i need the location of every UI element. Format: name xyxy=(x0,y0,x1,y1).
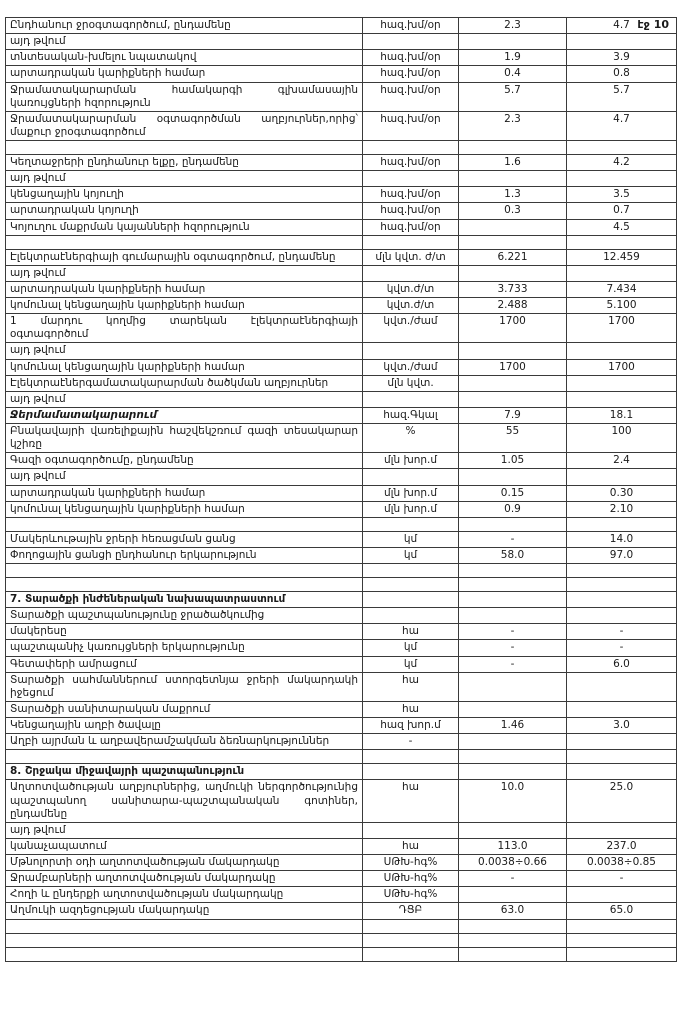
table-row xyxy=(6,249,677,265)
table-row xyxy=(6,359,677,375)
row-value-2 xyxy=(567,701,677,717)
row-value-2: 97.0 xyxy=(567,547,677,563)
row-value-1 xyxy=(459,517,567,531)
row-value-2: 4.7 xyxy=(567,18,677,34)
row-value-1: 58.0 xyxy=(459,547,567,563)
row-value-2 xyxy=(567,919,677,933)
row-unit xyxy=(363,764,459,780)
row-value-2 xyxy=(567,734,677,750)
row-label xyxy=(6,919,363,933)
row-label: Կեղտաջրերի ընդհանուր ելքը, ընդամենը xyxy=(6,155,363,171)
row-value-2: 25.0 xyxy=(567,780,677,822)
row-label: այդ թվում xyxy=(6,265,363,281)
row-value-1: - xyxy=(459,531,567,547)
row-value-2 xyxy=(567,672,677,701)
row-label: Ջրամբարների աղտոտվածության մակարդակը xyxy=(6,871,363,887)
row-value-2 xyxy=(567,141,677,155)
row-value-1 xyxy=(459,343,567,359)
row-unit xyxy=(363,933,459,947)
row-label xyxy=(6,750,363,764)
row-value-2 xyxy=(567,933,677,947)
table-row xyxy=(6,501,677,517)
subheader-row xyxy=(6,34,677,50)
table-row xyxy=(6,203,677,219)
row-value-1: 0.3 xyxy=(459,203,567,219)
row-label: տնտեսական-խմելու նպատակով xyxy=(6,50,363,66)
row-unit: ՍԹԽ-հգ% xyxy=(363,887,459,903)
table-row xyxy=(6,903,677,919)
row-label: արտադրական կոյուղի xyxy=(6,203,363,219)
blank-row xyxy=(6,564,677,578)
row-label: Կենցաղային աղբի ծավալը xyxy=(6,718,363,734)
row-value-2: 2.10 xyxy=(567,501,677,517)
row-value-1: 63.0 xyxy=(459,903,567,919)
row-value-1: 0.15 xyxy=(459,485,567,501)
row-unit xyxy=(363,391,459,407)
row-value-1: 2.3 xyxy=(459,111,567,140)
blank-row xyxy=(6,578,677,592)
blank-row xyxy=(6,933,677,947)
row-value-1: 5.7 xyxy=(459,82,567,111)
row-value-1: 1700 xyxy=(459,314,567,343)
blank-row xyxy=(6,919,677,933)
row-label: այդ թվում xyxy=(6,469,363,485)
row-unit xyxy=(363,517,459,531)
table-row xyxy=(6,624,677,640)
row-value-1 xyxy=(459,34,567,50)
blank-row xyxy=(6,517,677,531)
table-row xyxy=(6,281,677,297)
row-label: Բնակավայրի վառելիքային հաշվեկշռում գազի տեսակարար կշիռը xyxy=(6,424,363,453)
table-row xyxy=(6,871,677,887)
row-unit: հազ.խմ/օր xyxy=(363,82,459,111)
row-unit xyxy=(363,750,459,764)
table-row xyxy=(6,18,677,34)
table-row xyxy=(6,672,677,701)
blank-row xyxy=(6,235,677,249)
row-unit: % xyxy=(363,424,459,453)
row-unit: կմ xyxy=(363,547,459,563)
row-value-1: 3.733 xyxy=(459,281,567,297)
table-row xyxy=(6,407,677,423)
table-row xyxy=(6,780,677,822)
row-value-2: 65.0 xyxy=(567,903,677,919)
subheader-row xyxy=(6,265,677,281)
row-unit: հազ.խմ/օր xyxy=(363,219,459,235)
subheader-row xyxy=(6,822,677,838)
row-label: Գազի օգտագործումը, ընդամենը xyxy=(6,453,363,469)
row-value-2: 4.7 xyxy=(567,111,677,140)
row-label: կոմունալ կենցաղային կարիքների համար xyxy=(6,359,363,375)
row-value-2: - xyxy=(567,624,677,640)
row-value-1 xyxy=(459,592,567,608)
row-value-2: 18.1 xyxy=(567,407,677,423)
row-value-1: 1.46 xyxy=(459,718,567,734)
row-value-1: 0.9 xyxy=(459,501,567,517)
row-value-1: - xyxy=(459,624,567,640)
row-label: Տարածքի սահմաններում ստորգետնյա ջրերի մակարդակի իջեցում xyxy=(6,672,363,701)
row-value-1 xyxy=(459,608,567,624)
table-row xyxy=(6,640,677,656)
row-label: 7. Տարածքի ինժեներական նախապատրաստում xyxy=(6,592,363,608)
row-label: այդ թվում xyxy=(6,391,363,407)
row-unit xyxy=(363,947,459,961)
row-value-2 xyxy=(567,265,677,281)
row-value-1 xyxy=(459,750,567,764)
row-label: կանաչապատում xyxy=(6,838,363,854)
row-value-2 xyxy=(567,750,677,764)
row-value-1 xyxy=(459,219,567,235)
table-row xyxy=(6,531,677,547)
row-value-1: 55 xyxy=(459,424,567,453)
row-unit xyxy=(363,592,459,608)
subheader-row xyxy=(6,343,677,359)
row-label: Ընդհանուր ջրօգտագործում, ընդամենը xyxy=(6,18,363,34)
row-value-1: 1.3 xyxy=(459,187,567,203)
row-label: 8. Շրջակա միջավայրի պաշտպանություն xyxy=(6,764,363,780)
table-row xyxy=(6,838,677,854)
row-label: Ջրամատակարարման համակարգի գլխամասային կառույցների հզորություն xyxy=(6,82,363,111)
row-value-2: 237.0 xyxy=(567,838,677,854)
row-label: Տարածքի սանիտարական մաքրում xyxy=(6,701,363,717)
row-value-2 xyxy=(567,887,677,903)
row-label xyxy=(6,933,363,947)
row-unit xyxy=(363,141,459,155)
row-label: Հողի և ընդերքի աղտոտվածության մակարդակը xyxy=(6,887,363,903)
row-unit: կվտ.ժ/տ xyxy=(363,298,459,314)
row-value-2: 7.434 xyxy=(567,281,677,297)
subheader-row xyxy=(6,469,677,485)
row-value-1 xyxy=(459,171,567,187)
row-label: Մթնոլորտի օդի աղտոտվածության մակարդակը xyxy=(6,855,363,871)
row-value-1: 10.0 xyxy=(459,780,567,822)
row-value-1: 1700 xyxy=(459,359,567,375)
row-value-2: 6.0 xyxy=(567,656,677,672)
row-unit: հազ խոր.մ xyxy=(363,718,459,734)
row-value-1 xyxy=(459,469,567,485)
row-unit: հա xyxy=(363,780,459,822)
row-value-1 xyxy=(459,764,567,780)
row-unit: հազ.խմ/օր xyxy=(363,155,459,171)
section-row xyxy=(6,592,677,608)
row-label: այդ թվում xyxy=(6,343,363,359)
row-label: Էլեկտրաէներգիայի գումարային օգտագործում, ընդամենը xyxy=(6,249,363,265)
row-label: արտադրական կարիքների համար xyxy=(6,281,363,297)
table-row xyxy=(6,50,677,66)
row-value-2 xyxy=(567,822,677,838)
row-value-2: 0.30 xyxy=(567,485,677,501)
table-row xyxy=(6,155,677,171)
blank-row xyxy=(6,947,677,961)
row-value-2 xyxy=(567,608,677,624)
row-value-2: 2.4 xyxy=(567,453,677,469)
row-unit: մլն խոր.մ xyxy=(363,501,459,517)
row-label xyxy=(6,947,363,961)
row-value-2 xyxy=(567,469,677,485)
row-label: Ջրամատակարարման օգտագործման աղբյուրներ,որից՝ մաքուր ջրօգտագործում xyxy=(6,111,363,140)
row-label: կենցաղային կոյուղի xyxy=(6,187,363,203)
row-value-1 xyxy=(459,919,567,933)
row-value-2: 14.0 xyxy=(567,531,677,547)
blank-row xyxy=(6,141,677,155)
table-row xyxy=(6,375,677,391)
row-value-1: 0.4 xyxy=(459,66,567,82)
row-label: Կոյուղու մաքրման կայանների հզորություն xyxy=(6,219,363,235)
row-value-2: 0.0038÷0.85 xyxy=(567,855,677,871)
table-row xyxy=(6,298,677,314)
row-value-1 xyxy=(459,933,567,947)
row-value-1 xyxy=(459,672,567,701)
row-value-1 xyxy=(459,375,567,391)
row-value-2: 4.2 xyxy=(567,155,677,171)
row-value-1: 2.488 xyxy=(459,298,567,314)
table-row xyxy=(6,656,677,672)
table-row xyxy=(6,66,677,82)
row-value-2: 4.5 xyxy=(567,219,677,235)
row-value-2: 12.459 xyxy=(567,249,677,265)
row-value-2: 1700 xyxy=(567,314,677,343)
table-row xyxy=(6,887,677,903)
row-unit: հազ.խմ/օր xyxy=(363,18,459,34)
row-value-2: - xyxy=(567,640,677,656)
row-value-1 xyxy=(459,391,567,407)
row-unit: մլն խոր.մ xyxy=(363,485,459,501)
row-unit: մլն կվտ. ժ/տ xyxy=(363,249,459,265)
row-unit xyxy=(363,822,459,838)
row-value-2 xyxy=(567,517,677,531)
row-value-1 xyxy=(459,822,567,838)
row-unit: հա xyxy=(363,624,459,640)
row-value-1 xyxy=(459,141,567,155)
row-unit xyxy=(363,919,459,933)
row-label: այդ թվում xyxy=(6,34,363,50)
subheader-row xyxy=(6,391,677,407)
document-page xyxy=(0,17,681,1011)
row-label: Էլեկտրաէներգամատակարարման ծածկման աղբյուրներ xyxy=(6,375,363,391)
page-number: էջ 10 xyxy=(637,18,669,31)
table-row xyxy=(6,547,677,563)
table-row xyxy=(6,485,677,501)
row-value-2 xyxy=(567,391,677,407)
table-row xyxy=(6,314,677,343)
row-unit: հա xyxy=(363,672,459,701)
row-value-1: 1.05 xyxy=(459,453,567,469)
table-row xyxy=(6,424,677,453)
row-label: արտադրական կարիքների համար xyxy=(6,485,363,501)
row-unit xyxy=(363,343,459,359)
row-value-2: 1700 xyxy=(567,359,677,375)
row-value-1 xyxy=(459,734,567,750)
row-value-1 xyxy=(459,701,567,717)
row-unit xyxy=(363,608,459,624)
row-value-2: - xyxy=(567,871,677,887)
row-value-2 xyxy=(567,375,677,391)
row-unit: հազ.խմ/օր xyxy=(363,66,459,82)
row-unit: կմ xyxy=(363,640,459,656)
row-label: Փողոցային ցանցի ընդհանուր երկարություն xyxy=(6,547,363,563)
row-label xyxy=(6,235,363,249)
blank-row xyxy=(6,750,677,764)
row-value-1 xyxy=(459,578,567,592)
row-unit: հազ.խմ/օր xyxy=(363,203,459,219)
row-value-1: - xyxy=(459,640,567,656)
row-label xyxy=(6,578,363,592)
row-unit: հա xyxy=(363,701,459,717)
row-label: այդ թվում xyxy=(6,822,363,838)
row-value-2 xyxy=(567,592,677,608)
row-value-2: 3.5 xyxy=(567,187,677,203)
row-value-1: 0.0038÷0.66 xyxy=(459,855,567,871)
row-label: Աղբի այրման և աղբավերամշակման ձեռնարկություններ xyxy=(6,734,363,750)
table-row xyxy=(6,855,677,871)
row-label: Գետափերի ամրացում xyxy=(6,656,363,672)
row-value-1 xyxy=(459,265,567,281)
row-value-1 xyxy=(459,235,567,249)
row-unit: մլն կվտ. xyxy=(363,375,459,391)
table-row xyxy=(6,82,677,111)
row-unit xyxy=(363,578,459,592)
row-label: մակերեսը xyxy=(6,624,363,640)
row-unit: հա xyxy=(363,838,459,854)
row-unit: հազ.խմ/օր xyxy=(363,50,459,66)
row-value-2 xyxy=(567,343,677,359)
row-label: արտադրական կարիքների համար xyxy=(6,66,363,82)
row-unit: հազ.խմ/օր xyxy=(363,187,459,203)
row-label: Աղտոտվածության աղբյուրներից, աղմուկի ներգործությունից պաշտպանող սանիտարա-պաշտպանական գոտիներ, ընդամենը xyxy=(6,780,363,822)
row-value-1: 1.9 xyxy=(459,50,567,66)
indicators-table-body xyxy=(6,18,677,962)
section-row xyxy=(6,764,677,780)
row-label: Ջերմամատակարարում xyxy=(6,407,363,423)
row-value-2 xyxy=(567,578,677,592)
row-unit: ՍԹԽ-հգ% xyxy=(363,855,459,871)
row-value-2: 3.0 xyxy=(567,718,677,734)
row-unit xyxy=(363,171,459,187)
row-unit xyxy=(363,34,459,50)
row-value-1: 1.6 xyxy=(459,155,567,171)
row-unit: կմ xyxy=(363,531,459,547)
row-label: Մակերևութային ջրերի հեռացման ցանց xyxy=(6,531,363,547)
row-value-1: 113.0 xyxy=(459,838,567,854)
row-value-2 xyxy=(567,235,677,249)
row-label: Աղմուկի ազդեցության մակարդակը xyxy=(6,903,363,919)
row-value-1 xyxy=(459,887,567,903)
table-row xyxy=(6,219,677,235)
row-value-2: 5.100 xyxy=(567,298,677,314)
row-value-2 xyxy=(567,171,677,187)
row-unit: մլն խոր.մ xyxy=(363,453,459,469)
row-value-1: 7.9 xyxy=(459,407,567,423)
row-unit: կվտ.ժ/տ xyxy=(363,281,459,297)
table-row xyxy=(6,111,677,140)
row-value-2 xyxy=(567,947,677,961)
row-label: 1 մարդու կողմից տարեկան էլեկտրաէներգիայի օգտագործում xyxy=(6,314,363,343)
row-value-1: - xyxy=(459,871,567,887)
table-row xyxy=(6,734,677,750)
row-value-1: 6.221 xyxy=(459,249,567,265)
row-label: Տարածքի պաշտպանությունը ջրածածկումից xyxy=(6,608,363,624)
row-value-1 xyxy=(459,564,567,578)
row-unit xyxy=(363,235,459,249)
row-unit xyxy=(363,564,459,578)
row-value-2: 0.7 xyxy=(567,203,677,219)
row-unit xyxy=(363,265,459,281)
row-unit: կվտ./ժամ xyxy=(363,314,459,343)
row-value-2 xyxy=(567,564,677,578)
row-label: այդ թվում xyxy=(6,171,363,187)
row-value-1: 2.3 xyxy=(459,18,567,34)
row-unit: հազ.Գկալ xyxy=(363,407,459,423)
subheader-row xyxy=(6,171,677,187)
row-label: կոմունալ կենցաղային կարիքների համար xyxy=(6,501,363,517)
row-unit: հազ.խմ/օր xyxy=(363,111,459,140)
row-unit xyxy=(363,469,459,485)
row-value-1: - xyxy=(459,656,567,672)
table-row xyxy=(6,701,677,717)
indicators-table xyxy=(5,17,677,962)
row-unit: կմ xyxy=(363,656,459,672)
row-label: պաշտպանիչ կառույցների երկարությունը xyxy=(6,640,363,656)
row-value-2 xyxy=(567,764,677,780)
row-unit: - xyxy=(363,734,459,750)
row-value-2: 0.8 xyxy=(567,66,677,82)
row-label: կոմունալ կենցաղային կարիքների համար xyxy=(6,298,363,314)
table-row xyxy=(6,187,677,203)
row-label xyxy=(6,141,363,155)
row-label xyxy=(6,564,363,578)
row-value-2 xyxy=(567,34,677,50)
row-value-2: 100 xyxy=(567,424,677,453)
table-row xyxy=(6,608,677,624)
table-row xyxy=(6,453,677,469)
row-value-1 xyxy=(459,947,567,961)
row-unit: կվտ./ժամ xyxy=(363,359,459,375)
row-value-2: 5.7 xyxy=(567,82,677,111)
row-unit: ՍԹԽ-հգ% xyxy=(363,871,459,887)
row-label xyxy=(6,517,363,531)
row-unit: ԴՑԲ xyxy=(363,903,459,919)
row-value-2: 3.9 xyxy=(567,50,677,66)
table-row xyxy=(6,718,677,734)
